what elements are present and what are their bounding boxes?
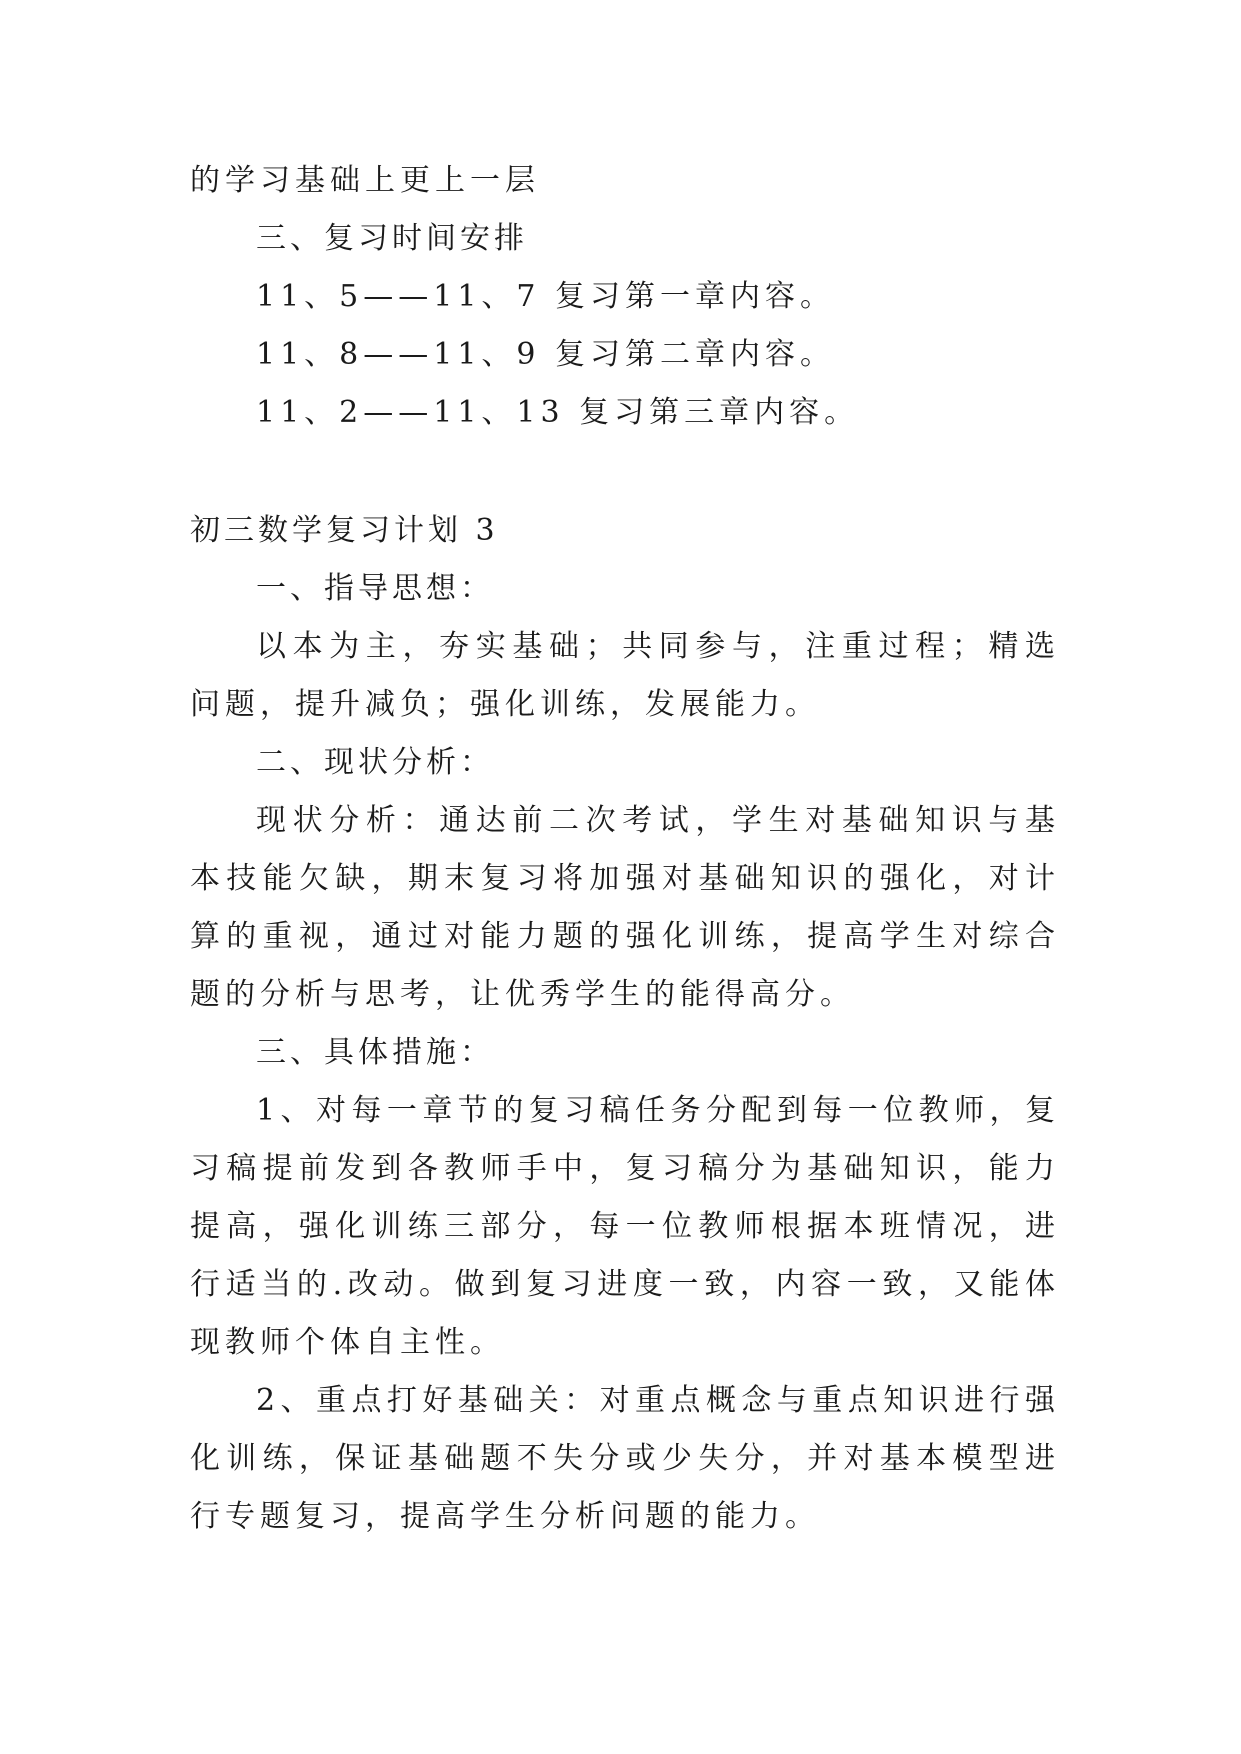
continuation-line: 的学习基础上更上一层 [190, 163, 540, 198]
guiding-text: 以本为主，夯实基础；共同参与，注重过程；精选问题，提升减负；强化训练，发展能力。 [190, 629, 1060, 722]
measure-item-1: 1、对每一章节的复习稿任务分配到每一位教师，复习稿提前发到各教师手中，复习稿分为基础知识，能力提高，强化训练三部分，每一位教师根据本班情况，进行适当的.改动。做到复习进度一致，内容一致，又能体现教师个体自主性。 [190, 1093, 1060, 1360]
schedule-heading: 三、复习时间安排 [256, 221, 528, 256]
measures-heading: 三、具体措施： [256, 1035, 494, 1070]
schedule-item: 11、2——11、13 复习第三章内容。 [256, 395, 860, 430]
schedule-item: 11、5——11、7 复习第一章内容。 [256, 279, 836, 314]
schedule-item: 11、8——11、9 复习第二章内容。 [256, 337, 836, 372]
analysis-text: 现状分析：通达前二次考试，学生对基础知识与基本技能欠缺，期末复习将加强对基础知识的强化，对计算的重视，通过对能力题的强化训练，提高学生对综合题的分析与思考，让优秀学生的能得高分。 [190, 803, 1060, 1012]
plan-title: 初三数学复习计划 3 [190, 513, 499, 548]
measure-item-2: 2、重点打好基础关：对重点概念与重点知识进行强化训练，保证基础题不失分或少失分，并对基本模型进行专题复习，提高学生分析问题的能力。 [190, 1383, 1060, 1534]
analysis-heading: 二、现状分析： [256, 745, 494, 780]
guiding-heading: 一、指导思想： [256, 571, 494, 606]
